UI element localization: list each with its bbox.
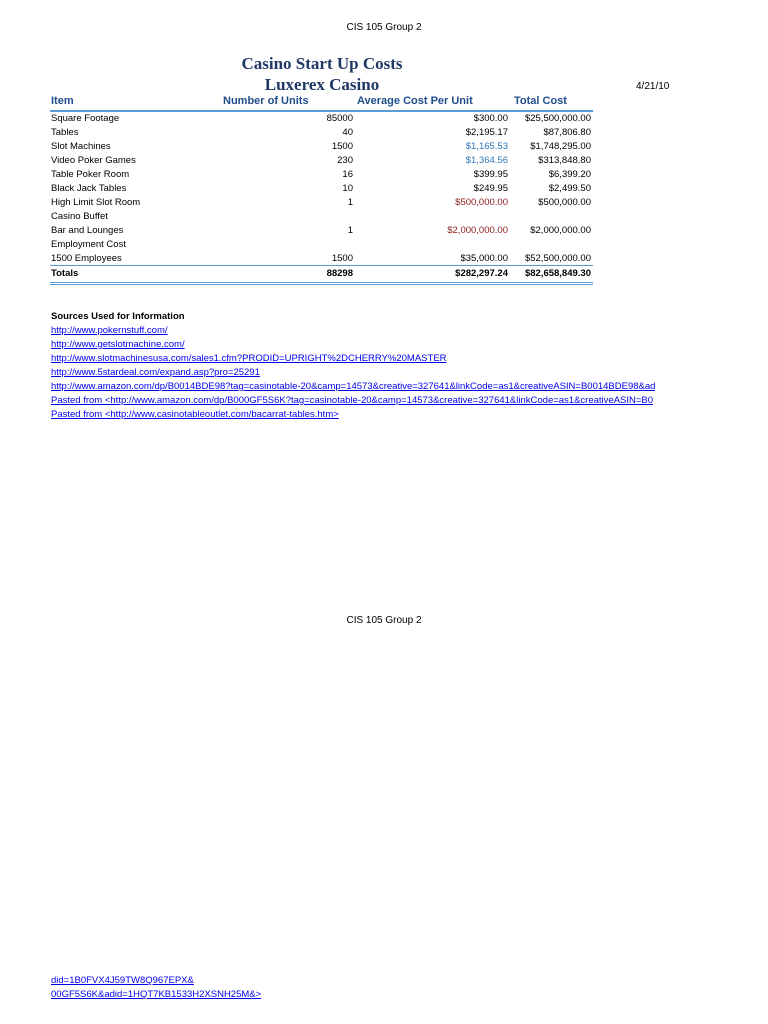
page-subtitle: Luxerex Casino — [264, 75, 380, 94]
page-title: Casino Start Up Costs — [241, 54, 403, 73]
row-item: Video Poker Games — [51, 155, 136, 166]
column-header-units: Number of Units — [223, 95, 309, 107]
row-total-cost: $52,500,000.00 — [524, 253, 591, 264]
row-avg-cost: $2,000,000.00 — [447, 225, 508, 236]
row-item: Square Footage — [51, 113, 120, 124]
source-link[interactable]: http://www.amazon.com/dp/B0014BDE98?tag=casinotable-20&camp=14573&creative=327641&linkCode=as1&creativeASIN=B0014BDE98&ad — [51, 381, 656, 392]
row-units: 40 — [342, 127, 353, 138]
totals-total: $82,658,849.30 — [524, 268, 591, 279]
row-units: 1 — [347, 197, 353, 208]
row-avg-cost: $300.00 — [473, 113, 508, 124]
overflow-link-line-2[interactable]: 00GF5S6K&adid=1HQT7KB1533H2XSNH25M&> — [51, 989, 262, 1000]
row-item: Black Jack Tables — [51, 183, 127, 194]
source-link[interactable]: http://www.slotmachinesusa.com/sales1.cfm?PRODID=UPRIGHT%2DCHERRY%20MASTER — [51, 353, 447, 364]
row-units: 16 — [342, 169, 353, 180]
totals-units: 88298 — [326, 268, 353, 279]
row-item: Bar and Lounges — [51, 225, 124, 236]
row-item: High Limit Slot Room — [51, 197, 141, 208]
row-avg-cost: $1,165.53 — [465, 141, 508, 152]
row-avg-cost: $2,195.17 — [465, 127, 508, 138]
overflow-link-line-1[interactable]: did=1B0FVX4J59TW8Q967EPX& — [51, 975, 194, 986]
row-total-cost: $2,000,000.00 — [530, 225, 591, 236]
row-units: 1500 — [331, 253, 353, 264]
row-avg-cost: $1,364.56 — [465, 155, 508, 166]
row-total-cost: $25,500,000.00 — [524, 113, 591, 124]
row-item: 1500 Employees — [51, 253, 122, 264]
source-link[interactable]: Pasted from <http://www.amazon.com/dp/B000GF5S6K?tag=casinotable-20&camp=14573&creative=327641&linkCode=as1&creativeASIN=B0 — [51, 395, 654, 406]
source-link[interactable]: http://www.getslotmachine.com/ — [51, 339, 185, 350]
row-units: 85000 — [326, 113, 353, 124]
column-header-item: Item — [51, 95, 74, 107]
row-total-cost: $1,748,295.00 — [530, 141, 591, 152]
page-header-2: CIS 105 Group 2 — [346, 615, 422, 626]
row-total-cost: $2,499.50 — [548, 183, 591, 194]
row-item: Casino Buffet — [51, 211, 108, 222]
column-header-total-cost: Total Cost — [514, 95, 567, 107]
totals-rule-top — [50, 265, 593, 266]
row-item: Table Poker Room — [51, 169, 130, 180]
totals-rule-bottom — [50, 282, 593, 285]
row-units: 1500 — [331, 141, 353, 152]
row-units: 10 — [342, 183, 353, 194]
totals-avg: $282,297.24 — [455, 268, 508, 279]
column-header-avg-cost: Average Cost Per Unit — [357, 95, 473, 107]
row-units: 230 — [337, 155, 353, 166]
row-avg-cost: $399.95 — [473, 169, 508, 180]
row-item: Tables — [51, 127, 79, 138]
row-total-cost: $500,000.00 — [538, 197, 591, 208]
row-total-cost: $87,806.80 — [543, 127, 591, 138]
source-link[interactable]: http://www.5stardeal.com/expand.asp?pro=25291 — [51, 367, 260, 378]
row-total-cost: $313,848.80 — [538, 155, 591, 166]
date-label: 4/21/10 — [636, 81, 670, 92]
source-link[interactable]: Pasted from <http://www.casinotableoutlet.com/bacarrat-tables.htm> — [51, 409, 339, 420]
row-item: Employment Cost — [51, 239, 126, 250]
source-link[interactable]: http://www.pokernstuff.com/ — [51, 325, 168, 336]
page-header: CIS 105 Group 2 — [346, 22, 422, 33]
sources-title: Sources Used for Information — [51, 311, 185, 322]
row-total-cost: $6,399.20 — [548, 169, 591, 180]
totals-label: Totals — [51, 268, 79, 279]
row-avg-cost: $249.95 — [473, 183, 508, 194]
row-avg-cost: $500,000.00 — [455, 197, 508, 208]
row-item: Slot Machines — [51, 141, 111, 152]
row-avg-cost: $35,000.00 — [460, 253, 508, 264]
row-units: 1 — [347, 225, 353, 236]
